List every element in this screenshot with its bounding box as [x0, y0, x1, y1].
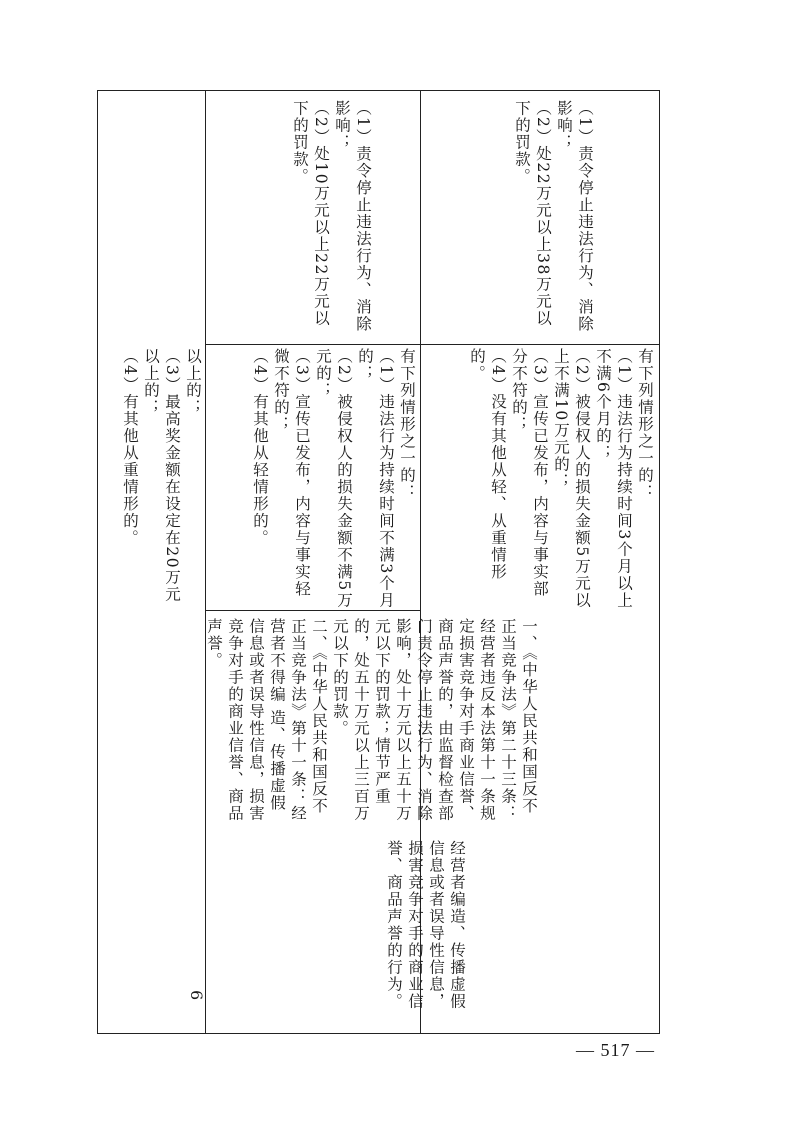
c1-l2: （1）违法行为持续时间不满3个月的； — [356, 348, 395, 609]
c2-l4: （3）宣传已发布，内容与事实部分不符的； — [510, 348, 549, 598]
row-number: 6 — [187, 990, 206, 1001]
c1-l3: （2）被侵权人的损失金额不满5万元的； — [314, 348, 353, 609]
c1-l1: 有下列情形之一的： — [398, 348, 416, 501]
c1-l4: （3）宣传已发布，内容与事实轻微不符的； — [272, 348, 311, 598]
pc-l2: （3）最高奖金额在设定在20万元以上的； — [142, 348, 181, 604]
c2-l1: 有下列情形之一的： — [636, 348, 654, 501]
penalty-col-2 — [515, 100, 595, 335]
circ-1-col — [207, 348, 417, 610]
penalty-col-1 — [293, 100, 373, 335]
lb-l2: 二、《中华人民共和国反不正当竞争法》第十一条：经营者不得编 造、传播虚假信息或者误导性信息，损害竞争对手的商业信誉、商品声誉。 — [205, 618, 328, 822]
p1-l1: （1）责令停止违法行为、消除影响； — [333, 100, 372, 333]
behavior-text: 经营者编造、传播虚假信息或者误导性信息，损害竞争对手的商业信誉、商品声誉的行为。 — [385, 840, 466, 1010]
behavior-col — [347, 840, 467, 1020]
p2-l1: （1）责令停止违法行为、消除影响； — [555, 100, 594, 333]
c2-l3: （2）被侵权人的损失金额5万元以上不满10万元的； — [552, 348, 591, 609]
pc-l3: （4）有其他从重情形的。 — [121, 348, 139, 547]
p2-l2: （2）处22万元以上38万元以下的罚款。 — [513, 100, 552, 327]
prev-circ-col — [107, 348, 203, 610]
lb-l1: 一、《中华人民共和国反不正当竞争法》第二十三条：经营者违反本法第十一条规定损害竞争对手商业信誉、商品声誉的，由监督检查部门责令停止违法行为、消除影响，处十万元以上五十万元以下的罚款；情节严重的，处五十万元以上三百万元以下的罚款。 — [331, 618, 538, 822]
c1-l5: （4）有其他从轻情形的。 — [251, 348, 269, 547]
document-page — [97, 90, 660, 1034]
page-number: — 517 — — [576, 1040, 655, 1060]
p1-l2: （2）处10万元以上22万元以下的罚款。 — [291, 100, 330, 327]
pc-l1: 以上的； — [184, 348, 202, 416]
c2-l5: （4）没有其他从轻、从重情形的。 — [468, 348, 507, 581]
legal-basis-col — [205, 618, 539, 828]
c2-l2: （1）违法行为持续时间3个月以上不满6个月的； — [594, 348, 633, 609]
circ-2-col — [423, 348, 655, 610]
